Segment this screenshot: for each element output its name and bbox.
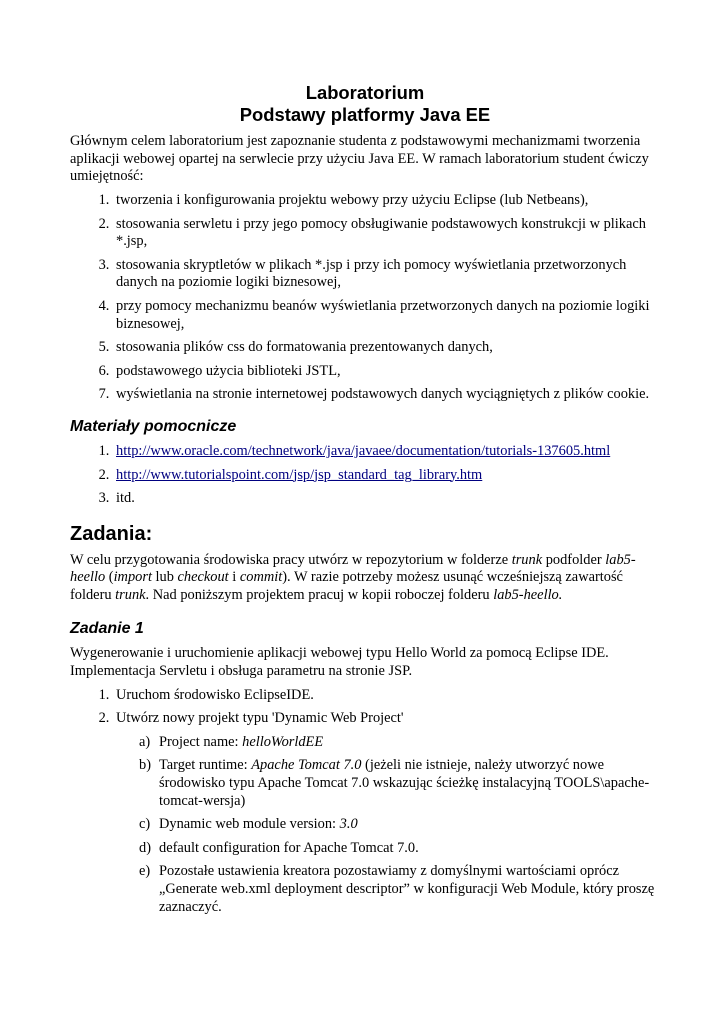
skill-item: 7. wyświetlania na stronie internetowej podstawowych danych wyciągniętych z plików cookie. — [113, 386, 660, 404]
materials-item: 3. itd. — [113, 490, 660, 508]
oracle-tutorials-link[interactable]: http://www.oracle.com/technetwork/java/javaee/documentation/tutorials-137605.html — [116, 442, 611, 459]
skill-item: 4. przy pomocy mechanizmu beanów wyświetlania przetworzonych danych na poziomie logiki biznesowej, — [113, 298, 660, 333]
setup-paragraph: W celu przygotowania środowiska pracy utwórz w repozytorium w folderze trunk podfolder lab5-heello (import lub checkout i commit). W razie potrzeby możesz usunąć wcześniejszą zawartość folderu trunk. Nad poniższym projektem pracuj w kopii roboczej folderu lab5-heello. — [70, 551, 636, 603]
materials-item — [113, 467, 660, 485]
tasks-heading: Zadania: — [70, 522, 153, 545]
jstl-tutorial-link[interactable]: http://www.tutorialspoint.com/jsp/jsp_standard_tag_library.htm — [116, 466, 483, 483]
title-line-1: Laboratorium — [305, 82, 425, 103]
trunk-term: trunk — [511, 551, 543, 568]
substep-a: a) Project name: helloWorldEE — [139, 733, 324, 750]
module-version-value: 3.0 — [339, 816, 358, 833]
skill-item: 2. stosowania serwletu i przy jego pomocy obsługiwanie podstawowych konstrukcji w plikach *.jsp, — [113, 216, 660, 251]
skills-list — [70, 192, 660, 404]
trunk-term: trunk — [115, 586, 146, 603]
target-runtime-value: Apache Tomcat 7.0 — [251, 757, 362, 774]
document-page — [70, 82, 660, 922]
checkout-term: checkout — [177, 569, 229, 586]
lab-folder-term: lab5-heello — [70, 551, 636, 586]
substep-e: e) Pozostałe ustawienia kreatora pozostawiamy z domyślnymi wartościami oprócz „Generate web.xml deployment descriptor” w konfiguracji Web Module, który proszę zaznaczyć. — [139, 863, 655, 915]
document-title — [70, 82, 660, 125]
intro-paragraph: Głównym celem laboratorium jest zapoznanie studenta z podstawowymi mechanizmami tworzenia aplikacji webowej opartej na serwlecie przy użyciu Java EE. W ramach laboratorium student ćwiczy umiejętność: — [70, 133, 649, 185]
skill-item: 3. stosowania skryptletów w plikach *.jsp i przy ich pomocy wyświetlania przetworzonych danych na poziomie logiki biznesowej, — [113, 257, 660, 292]
materials-item — [113, 443, 660, 461]
substep-b: b) Target runtime: Apache Tomcat 7.0 (jeżeli nie istnieje, należy utworzyć nowe środowisko typu Apache Tomcat 7.0 wskazując ścieżkę instalacyjną TOOLS\apache-tomcat-wersja) — [139, 757, 650, 809]
task1-description: Wygenerowanie i uruchomienie aplikacji webowej typu Hello World za pomocą Eclipse IDE. Implementacja Servletu i obsługa parametru na stronie JSP. — [70, 645, 609, 680]
task1-step — [113, 710, 660, 916]
task1-substeps — [116, 734, 660, 916]
task1-heading: Zadanie 1 — [70, 620, 144, 638]
task1-steps — [70, 687, 660, 917]
skill-item: 1. tworzenia i konfigurowania projektu webowy przy użyciu Eclipse (lub Netbeans), — [113, 192, 660, 210]
materials-list — [70, 443, 660, 508]
substep-c: c) Dynamic web module version: 3.0 — [139, 816, 358, 833]
lab-folder-term: lab5-heello. — [493, 586, 563, 603]
commit-term: commit — [239, 569, 283, 586]
skill-item: 5. stosowania plików css do formatowania prezentowanych danych, — [113, 339, 660, 357]
materials-heading: Materiały pomocnicze — [70, 417, 237, 435]
project-name-value: helloWorldEE — [242, 733, 324, 750]
title-line-2: Podstawy platformy Java EE — [239, 103, 491, 125]
task1-step: 1. Uruchom środowisko EclipseIDE. — [113, 687, 660, 705]
skill-item: 6. podstawowego użycia biblioteki JSTL, — [113, 363, 660, 381]
task1-step-text: Utwórz nowy projekt typu 'Dynamic Web Project' — [116, 710, 404, 727]
substep-d: d) default configuration for Apache Tomcat 7.0. — [139, 839, 419, 856]
import-term: import — [113, 569, 152, 586]
